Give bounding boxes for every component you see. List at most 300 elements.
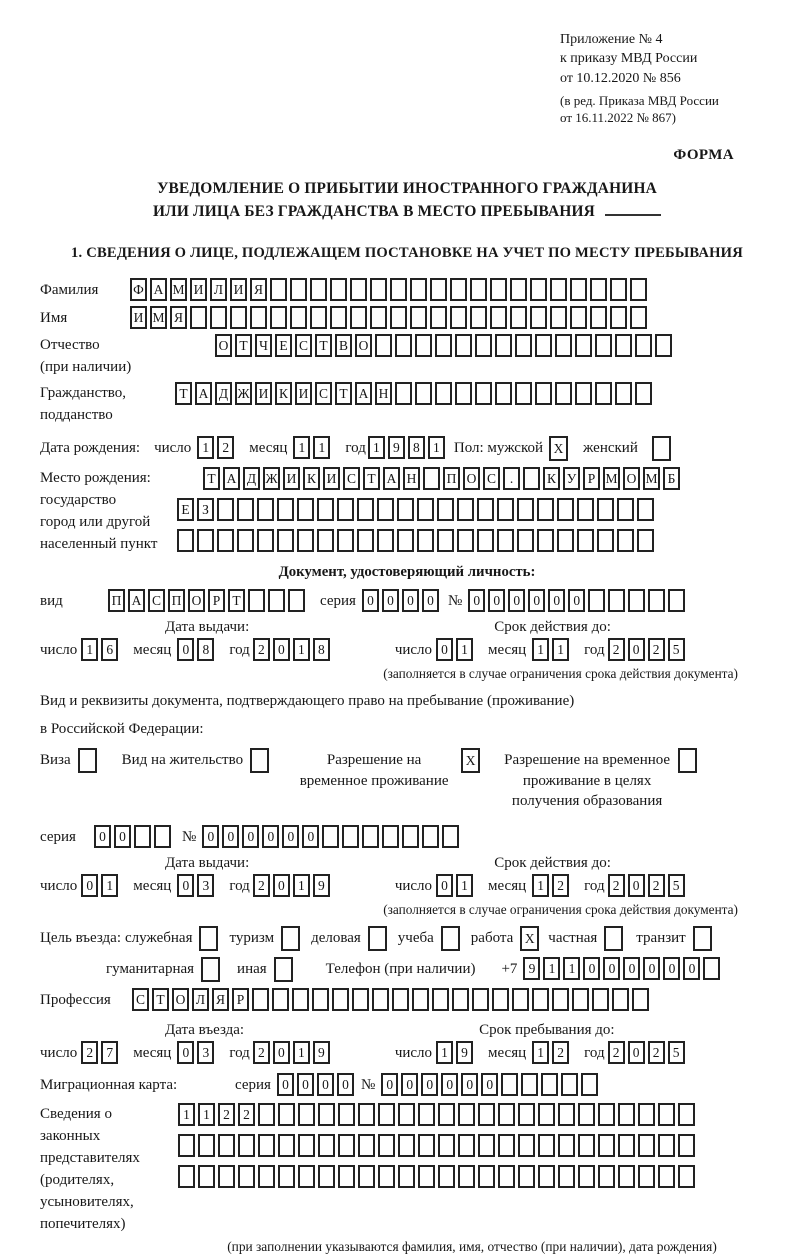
char-cell[interactable] [198, 1165, 215, 1188]
char-cell[interactable] [618, 1103, 635, 1126]
char-cell[interactable]: 3 [197, 874, 214, 897]
char-cell[interactable]: Н [403, 467, 420, 490]
char-cell[interactable] [257, 498, 274, 521]
char-cell[interactable]: 0 [436, 638, 453, 661]
char-cell[interactable]: Ф [130, 278, 147, 301]
char-cell[interactable] [395, 334, 412, 357]
char-cell[interactable]: 2 [238, 1103, 255, 1126]
char-cell[interactable]: 8 [408, 436, 425, 459]
char-cell[interactable]: 5 [668, 1041, 685, 1064]
char-cell[interactable] [258, 1165, 275, 1188]
char-cell[interactable] [310, 306, 327, 329]
char-cell[interactable]: 0 [337, 1073, 354, 1096]
char-cell[interactable]: 2 [648, 874, 665, 897]
char-cell[interactable] [392, 988, 409, 1011]
char-cell[interactable] [338, 1134, 355, 1157]
char-cell[interactable] [518, 1165, 535, 1188]
char-cell[interactable] [517, 498, 534, 521]
char-cell[interactable]: 1 [428, 436, 445, 459]
char-cell[interactable]: 1 [101, 874, 118, 897]
char-cell[interactable]: О [463, 467, 480, 490]
char-cell[interactable]: М [603, 467, 620, 490]
char-cell[interactable]: К [303, 467, 320, 490]
char-cell[interactable] [512, 988, 529, 1011]
char-cell[interactable]: 0 [242, 825, 259, 848]
char-cell[interactable]: 0 [402, 589, 419, 612]
char-cell[interactable] [298, 1134, 315, 1157]
char-cell[interactable] [478, 1165, 495, 1188]
char-cell[interactable] [595, 334, 612, 357]
char-cell[interactable] [292, 988, 309, 1011]
char-cell[interactable] [390, 306, 407, 329]
char-cell[interactable] [418, 1134, 435, 1157]
char-cell[interactable] [154, 825, 171, 848]
char-cell[interactable]: 0 [568, 589, 585, 612]
char-cell[interactable] [278, 1103, 295, 1126]
char-cell[interactable]: Б [663, 467, 680, 490]
char-cell[interactable] [217, 498, 234, 521]
char-cell[interactable] [190, 306, 207, 329]
char-cell[interactable]: Я [250, 278, 267, 301]
char-cell[interactable] [598, 1134, 615, 1157]
char-cell[interactable] [581, 1073, 598, 1096]
char-cell[interactable] [561, 1073, 578, 1096]
char-cell[interactable] [490, 278, 507, 301]
char-cell[interactable] [635, 334, 652, 357]
char-cell[interactable] [618, 1165, 635, 1188]
char-cell[interactable]: М [150, 306, 167, 329]
char-cell[interactable] [437, 529, 454, 552]
char-cell[interactable]: 0 [461, 1073, 478, 1096]
char-cell[interactable] [648, 589, 665, 612]
visa-checkbox[interactable] [78, 748, 97, 773]
char-cell[interactable] [598, 1165, 615, 1188]
char-cell[interactable] [475, 334, 492, 357]
purpose-commercial-checkbox[interactable] [368, 926, 387, 951]
char-cell[interactable]: Д [215, 382, 232, 405]
char-cell[interactable] [458, 1134, 475, 1157]
char-cell[interactable] [210, 306, 227, 329]
char-cell[interactable] [610, 306, 627, 329]
char-cell[interactable] [578, 1165, 595, 1188]
char-cell[interactable] [558, 1134, 575, 1157]
char-cell[interactable] [497, 529, 514, 552]
char-cell[interactable] [312, 988, 329, 1011]
char-cell[interactable]: 0 [583, 957, 600, 980]
char-cell[interactable] [635, 382, 652, 405]
char-cell[interactable] [610, 278, 627, 301]
char-cell[interactable] [552, 988, 569, 1011]
char-cell[interactable]: М [170, 278, 187, 301]
char-cell[interactable] [678, 1103, 695, 1126]
char-cell[interactable]: 0 [488, 589, 505, 612]
char-cell[interactable] [270, 306, 287, 329]
char-cell[interactable]: 2 [217, 436, 234, 459]
char-cell[interactable]: 1 [293, 436, 310, 459]
char-cell[interactable] [510, 306, 527, 329]
char-cell[interactable] [515, 382, 532, 405]
char-cell[interactable] [318, 1134, 335, 1157]
char-cell[interactable]: И [230, 278, 247, 301]
char-cell[interactable] [457, 498, 474, 521]
char-cell[interactable] [492, 988, 509, 1011]
char-cell[interactable] [490, 306, 507, 329]
char-cell[interactable] [477, 529, 494, 552]
char-cell[interactable] [572, 988, 589, 1011]
char-cell[interactable] [442, 825, 459, 848]
char-cell[interactable]: 0 [202, 825, 219, 848]
char-cell[interactable] [357, 498, 374, 521]
char-cell[interactable] [557, 498, 574, 521]
char-cell[interactable]: 1 [563, 957, 580, 980]
char-cell[interactable]: С [343, 467, 360, 490]
char-cell[interactable] [277, 529, 294, 552]
char-cell[interactable] [438, 1103, 455, 1126]
char-cell[interactable] [638, 1103, 655, 1126]
char-cell[interactable] [637, 529, 654, 552]
char-cell[interactable] [658, 1103, 675, 1126]
char-cell[interactable] [298, 1103, 315, 1126]
char-cell[interactable] [615, 382, 632, 405]
residence-permit-checkbox[interactable] [250, 748, 269, 773]
char-cell[interactable]: 2 [253, 874, 270, 897]
char-cell[interactable] [537, 529, 554, 552]
char-cell[interactable]: 0 [273, 638, 290, 661]
char-cell[interactable]: У [563, 467, 580, 490]
char-cell[interactable]: Т [228, 589, 245, 612]
char-cell[interactable] [422, 825, 439, 848]
char-cell[interactable]: И [295, 382, 312, 405]
char-cell[interactable]: 2 [608, 638, 625, 661]
char-cell[interactable]: 9 [313, 874, 330, 897]
char-cell[interactable]: 2 [81, 1041, 98, 1064]
char-cell[interactable] [470, 306, 487, 329]
char-cell[interactable] [297, 498, 314, 521]
char-cell[interactable] [438, 1134, 455, 1157]
char-cell[interactable] [535, 334, 552, 357]
char-cell[interactable] [475, 382, 492, 405]
char-cell[interactable] [495, 334, 512, 357]
char-cell[interactable]: 1 [313, 436, 330, 459]
char-cell[interactable] [575, 334, 592, 357]
char-cell[interactable] [498, 1165, 515, 1188]
female-checkbox[interactable] [652, 436, 671, 461]
char-cell[interactable]: 0 [628, 874, 645, 897]
char-cell[interactable] [397, 498, 414, 521]
char-cell[interactable] [678, 1134, 695, 1157]
char-cell[interactable]: 0 [381, 1073, 398, 1096]
char-cell[interactable] [638, 1134, 655, 1157]
char-cell[interactable] [608, 589, 625, 612]
char-cell[interactable] [238, 1165, 255, 1188]
char-cell[interactable] [177, 529, 194, 552]
char-cell[interactable]: Ж [263, 467, 280, 490]
char-cell[interactable]: 9 [313, 1041, 330, 1064]
char-cell[interactable] [538, 1103, 555, 1126]
char-cell[interactable] [570, 278, 587, 301]
char-cell[interactable] [277, 498, 294, 521]
char-cell[interactable] [378, 1103, 395, 1126]
char-cell[interactable]: 0 [628, 638, 645, 661]
char-cell[interactable] [501, 1073, 518, 1096]
char-cell[interactable] [630, 306, 647, 329]
char-cell[interactable]: П [443, 467, 460, 490]
char-cell[interactable]: И [283, 467, 300, 490]
char-cell[interactable]: 0 [273, 1041, 290, 1064]
char-cell[interactable] [555, 334, 572, 357]
char-cell[interactable] [432, 988, 449, 1011]
char-cell[interactable] [450, 306, 467, 329]
char-cell[interactable] [382, 825, 399, 848]
temp-residence-education-checkbox[interactable] [678, 748, 697, 773]
char-cell[interactable]: Е [275, 334, 292, 357]
char-cell[interactable] [515, 334, 532, 357]
char-cell[interactable] [278, 1165, 295, 1188]
char-cell[interactable]: И [190, 278, 207, 301]
char-cell[interactable]: С [295, 334, 312, 357]
char-cell[interactable] [590, 278, 607, 301]
char-cell[interactable] [478, 1103, 495, 1126]
char-cell[interactable] [358, 1134, 375, 1157]
char-cell[interactable] [350, 278, 367, 301]
char-cell[interactable] [298, 1165, 315, 1188]
char-cell[interactable]: 1 [543, 957, 560, 980]
char-cell[interactable] [658, 1165, 675, 1188]
char-cell[interactable] [417, 529, 434, 552]
char-cell[interactable] [270, 278, 287, 301]
char-cell[interactable] [318, 1103, 335, 1126]
char-cell[interactable] [398, 1134, 415, 1157]
char-cell[interactable]: И [130, 306, 147, 329]
char-cell[interactable] [218, 1134, 235, 1157]
char-cell[interactable] [498, 1103, 515, 1126]
char-cell[interactable]: 5 [668, 638, 685, 661]
char-cell[interactable] [332, 988, 349, 1011]
char-cell[interactable]: Ж [235, 382, 252, 405]
char-cell[interactable] [410, 278, 427, 301]
char-cell[interactable] [592, 988, 609, 1011]
char-cell[interactable] [378, 1134, 395, 1157]
char-cell[interactable]: 0 [317, 1073, 334, 1096]
char-cell[interactable]: 0 [401, 1073, 418, 1096]
char-cell[interactable] [337, 498, 354, 521]
char-cell[interactable] [530, 306, 547, 329]
char-cell[interactable]: 0 [623, 957, 640, 980]
char-cell[interactable]: 0 [683, 957, 700, 980]
char-cell[interactable] [423, 467, 440, 490]
char-cell[interactable] [238, 1134, 255, 1157]
char-cell[interactable]: К [275, 382, 292, 405]
char-cell[interactable]: Т [335, 382, 352, 405]
char-cell[interactable] [415, 334, 432, 357]
char-cell[interactable] [350, 306, 367, 329]
char-cell[interactable] [435, 382, 452, 405]
char-cell[interactable]: 2 [552, 874, 569, 897]
char-cell[interactable]: 5 [668, 874, 685, 897]
char-cell[interactable]: 1 [552, 638, 569, 661]
char-cell[interactable] [248, 589, 265, 612]
char-cell[interactable] [435, 334, 452, 357]
char-cell[interactable]: 0 [277, 1073, 294, 1096]
char-cell[interactable] [478, 1134, 495, 1157]
char-cell[interactable]: 0 [421, 1073, 438, 1096]
char-cell[interactable]: А [383, 467, 400, 490]
char-cell[interactable]: 8 [313, 638, 330, 661]
char-cell[interactable]: 0 [273, 874, 290, 897]
char-cell[interactable]: 9 [388, 436, 405, 459]
char-cell[interactable]: 0 [481, 1073, 498, 1096]
char-cell[interactable] [258, 1134, 275, 1157]
char-cell[interactable]: Т [315, 334, 332, 357]
char-cell[interactable] [550, 278, 567, 301]
char-cell[interactable] [415, 382, 432, 405]
char-cell[interactable]: 0 [114, 825, 131, 848]
char-cell[interactable] [638, 1165, 655, 1188]
char-cell[interactable]: 2 [552, 1041, 569, 1064]
char-cell[interactable] [578, 1134, 595, 1157]
char-cell[interactable]: 2 [218, 1103, 235, 1126]
char-cell[interactable] [230, 306, 247, 329]
char-cell[interactable] [375, 334, 392, 357]
char-cell[interactable] [272, 988, 289, 1011]
char-cell[interactable] [417, 498, 434, 521]
char-cell[interactable]: 0 [548, 589, 565, 612]
char-cell[interactable]: 0 [441, 1073, 458, 1096]
char-cell[interactable] [390, 278, 407, 301]
male-checkbox[interactable]: X [549, 436, 568, 461]
char-cell[interactable] [257, 529, 274, 552]
char-cell[interactable]: 1 [456, 638, 473, 661]
char-cell[interactable] [518, 1134, 535, 1157]
char-cell[interactable]: . [503, 467, 520, 490]
char-cell[interactable] [197, 529, 214, 552]
char-cell[interactable] [377, 498, 394, 521]
char-cell[interactable] [658, 1134, 675, 1157]
char-cell[interactable] [398, 1103, 415, 1126]
char-cell[interactable]: 0 [603, 957, 620, 980]
char-cell[interactable] [497, 498, 514, 521]
char-cell[interactable] [437, 498, 454, 521]
char-cell[interactable]: 0 [382, 589, 399, 612]
char-cell[interactable]: 0 [177, 638, 194, 661]
char-cell[interactable] [395, 382, 412, 405]
char-cell[interactable]: Т [203, 467, 220, 490]
char-cell[interactable]: 2 [608, 1041, 625, 1064]
char-cell[interactable] [588, 589, 605, 612]
char-cell[interactable] [418, 1103, 435, 1126]
char-cell[interactable] [617, 498, 634, 521]
char-cell[interactable] [430, 278, 447, 301]
char-cell[interactable] [470, 278, 487, 301]
char-cell[interactable] [472, 988, 489, 1011]
char-cell[interactable] [358, 1165, 375, 1188]
char-cell[interactable]: 9 [523, 957, 540, 980]
char-cell[interactable] [310, 278, 327, 301]
char-cell[interactable]: 0 [643, 957, 660, 980]
char-cell[interactable]: 0 [528, 589, 545, 612]
char-cell[interactable] [455, 334, 472, 357]
char-cell[interactable]: 0 [177, 1041, 194, 1064]
char-cell[interactable]: 6 [101, 638, 118, 661]
char-cell[interactable]: Р [232, 988, 249, 1011]
char-cell[interactable] [402, 825, 419, 848]
char-cell[interactable]: И [255, 382, 272, 405]
char-cell[interactable] [288, 589, 305, 612]
char-cell[interactable] [598, 1103, 615, 1126]
char-cell[interactable]: Л [210, 278, 227, 301]
char-cell[interactable] [370, 306, 387, 329]
char-cell[interactable]: И [323, 467, 340, 490]
char-cell[interactable] [477, 498, 494, 521]
char-cell[interactable] [452, 988, 469, 1011]
char-cell[interactable] [455, 382, 472, 405]
char-cell[interactable]: 2 [648, 1041, 665, 1064]
char-cell[interactable]: 7 [101, 1041, 118, 1064]
char-cell[interactable] [457, 529, 474, 552]
char-cell[interactable]: 0 [362, 589, 379, 612]
char-cell[interactable]: Н [375, 382, 392, 405]
char-cell[interactable] [372, 988, 389, 1011]
char-cell[interactable] [352, 988, 369, 1011]
char-cell[interactable]: 1 [368, 436, 385, 459]
char-cell[interactable]: 0 [468, 589, 485, 612]
char-cell[interactable]: 0 [302, 825, 319, 848]
char-cell[interactable] [597, 498, 614, 521]
char-cell[interactable] [198, 1134, 215, 1157]
char-cell[interactable] [330, 278, 347, 301]
char-cell[interactable] [218, 1165, 235, 1188]
purpose-work-checkbox[interactable]: X [520, 926, 539, 951]
char-cell[interactable]: К [543, 467, 560, 490]
char-cell[interactable] [655, 334, 672, 357]
char-cell[interactable] [250, 306, 267, 329]
char-cell[interactable] [378, 1165, 395, 1188]
char-cell[interactable] [398, 1165, 415, 1188]
char-cell[interactable]: 1 [198, 1103, 215, 1126]
char-cell[interactable] [134, 825, 151, 848]
char-cell[interactable]: Т [175, 382, 192, 405]
char-cell[interactable] [615, 334, 632, 357]
purpose-humanitarian-checkbox[interactable] [201, 957, 220, 982]
char-cell[interactable]: 0 [177, 874, 194, 897]
char-cell[interactable] [237, 529, 254, 552]
char-cell[interactable]: 0 [222, 825, 239, 848]
char-cell[interactable]: А [128, 589, 145, 612]
char-cell[interactable]: Т [235, 334, 252, 357]
char-cell[interactable]: 1 [293, 1041, 310, 1064]
char-cell[interactable] [590, 306, 607, 329]
char-cell[interactable]: Я [170, 306, 187, 329]
purpose-other-checkbox[interactable] [274, 957, 293, 982]
char-cell[interactable]: 1 [456, 874, 473, 897]
char-cell[interactable]: 1 [293, 874, 310, 897]
char-cell[interactable] [530, 278, 547, 301]
char-cell[interactable] [535, 382, 552, 405]
char-cell[interactable] [178, 1134, 195, 1157]
purpose-business-checkbox[interactable] [199, 926, 218, 951]
char-cell[interactable] [523, 467, 540, 490]
char-cell[interactable]: Д [243, 467, 260, 490]
char-cell[interactable] [532, 988, 549, 1011]
char-cell[interactable]: 1 [532, 874, 549, 897]
char-cell[interactable]: 0 [81, 874, 98, 897]
char-cell[interactable] [557, 529, 574, 552]
char-cell[interactable] [577, 498, 594, 521]
char-cell[interactable] [297, 529, 314, 552]
char-cell[interactable]: А [150, 278, 167, 301]
char-cell[interactable] [617, 529, 634, 552]
char-cell[interactable] [322, 825, 339, 848]
